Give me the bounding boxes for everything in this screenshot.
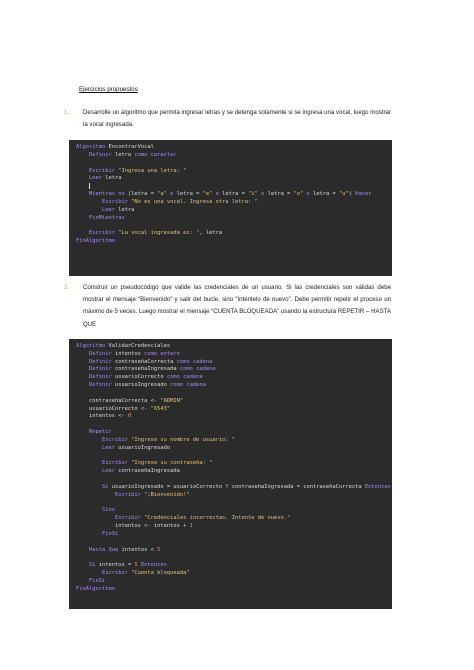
code-token <box>76 382 89 388</box>
code-token: letra = <box>309 191 340 198</box>
code-token <box>76 523 115 529</box>
code-token <box>76 578 89 584</box>
code-token: como cadena <box>170 382 206 389</box>
code-token <box>76 468 102 474</box>
code-token <box>76 437 102 443</box>
code-token <box>76 168 89 174</box>
code-token: "Ingrese su contraseña: " <box>131 460 213 467</box>
exercise-text: Desarrolle un algoritmo que permita ingresar letras y se detenga solamente si se ingresa una vocal, luego mostrar la vocal ingresada. <box>83 109 391 129</box>
code-token: letra = <box>218 191 249 198</box>
code-token: Escribir <box>114 491 141 498</box>
code-token <box>76 175 89 181</box>
code-token <box>76 429 89 435</box>
code-token: como cadena <box>166 374 203 381</box>
code-line <box>76 460 392 468</box>
code-line <box>76 152 392 160</box>
code-token: Entonces <box>140 562 167 569</box>
code-token <box>76 366 89 372</box>
code-token <box>76 515 115 521</box>
code-token: Si <box>88 562 96 569</box>
code-line <box>76 484 392 492</box>
code-line <box>76 238 392 246</box>
code-token <box>76 484 102 490</box>
code-line <box>76 421 392 429</box>
exercise-number: 2. <box>64 284 70 291</box>
code-token: Escribir <box>88 230 115 237</box>
code-line <box>76 523 392 531</box>
code-line <box>76 453 392 461</box>
code-token <box>76 374 89 380</box>
code-token: usuarioCorrecto <- <box>88 405 151 412</box>
code-token: intentos <- intentos + <box>114 523 190 530</box>
code-token: Leer <box>101 206 115 213</box>
code-token: "Ingrese su nombre de usuario: " <box>131 436 236 443</box>
code-token: FinAlgoritmo <box>76 585 115 592</box>
code-token: contraseñaIngresada = contraseñaCorrecta <box>228 483 365 490</box>
code-line <box>76 515 392 523</box>
code-token <box>76 570 102 576</box>
code-line <box>76 374 392 382</box>
code-token: Mientras no <box>88 191 125 198</box>
code-token: usuarioCorrecto <box>111 374 167 381</box>
code-token: Leer <box>101 444 115 451</box>
code-token: Definir <box>88 350 112 357</box>
code-line <box>76 406 392 414</box>
code-token: intentos = <box>95 562 135 569</box>
code-token: contraseñaIngresada <box>111 366 180 373</box>
code-line <box>76 562 392 570</box>
code-token: (letra = <box>124 191 158 198</box>
text-cursor-icon <box>89 183 90 189</box>
code-token: Escribir <box>114 515 141 522</box>
code-token: Repetir <box>88 429 112 436</box>
code-token: Escribir <box>101 570 128 577</box>
code-line <box>76 222 392 230</box>
code-token: Algoritmo <box>76 144 106 150</box>
code-token: o <box>257 191 265 198</box>
code-line <box>76 500 392 508</box>
code-line <box>76 390 392 398</box>
code-token: letra = <box>173 191 203 198</box>
code-line <box>76 578 392 586</box>
code-token: "Ingresa una letra: " <box>118 167 187 174</box>
code-line <box>76 207 392 215</box>
code-token: contraseñaCorrecta <- <box>88 397 161 404</box>
code-token: Algoritmo <box>76 343 106 349</box>
code-token <box>76 152 89 158</box>
code-token: Y <box>225 483 229 490</box>
code-line <box>76 366 392 374</box>
code-token: "ADMIN" <box>160 397 184 404</box>
code-token: EncontrarVocal <box>105 144 154 150</box>
code-token: "La vocal ingresada es: " <box>118 230 200 237</box>
code-token <box>76 191 89 197</box>
code-token: usuarioIngresado <box>114 444 171 451</box>
code-token: 0 <box>127 413 132 420</box>
code-token: "a" <box>157 191 167 198</box>
code-token: como cadena <box>179 366 216 373</box>
code-token: como cadena <box>176 358 213 365</box>
code-token: letra <box>111 151 135 158</box>
code-token: Definir <box>88 358 112 365</box>
code-line <box>76 413 392 421</box>
code-token <box>76 413 89 419</box>
code-token: o <box>303 191 310 198</box>
code-line <box>76 183 392 191</box>
code-token: "Cuenta bloqueada" <box>131 570 190 577</box>
code-line <box>76 570 392 578</box>
code-token <box>76 507 102 513</box>
exercise-text: Construir un pseudocódigo que valide las credenciales de un usuario. Si las credenciales son válidas debe mostrar el mensaje “Bienvenido” y salir del bucle, sino “Inténtelo de nuevo”. Debe permitir repetir el proceso un máximo de 5 veces. Luego mostrar el mensaje “CUENTA BLOQUEADA” usando la estructura REPETIR – HASTA QUE <box>83 284 391 328</box>
code-token: < <box>150 546 154 553</box>
code-token <box>76 531 102 537</box>
code-token: o <box>166 191 174 198</box>
exercise-number: 1. <box>64 109 70 116</box>
code-line <box>76 437 392 445</box>
code-line <box>76 398 392 406</box>
code-token: intentos <- <box>88 413 128 420</box>
code-token: ";Bienvenido!" <box>144 491 190 498</box>
code-line <box>76 215 392 223</box>
code-token: letra <box>114 206 135 213</box>
code-line <box>76 343 392 351</box>
code-line <box>76 199 392 207</box>
code-token: Escribir <box>101 436 128 443</box>
code-token <box>76 547 89 553</box>
code-token: Leer <box>88 175 102 182</box>
code-line <box>76 144 392 152</box>
code-token <box>76 492 115 498</box>
code-line <box>76 191 392 199</box>
code-block-encontrar-vocal <box>69 140 392 276</box>
code-token: FinMientras <box>88 214 125 221</box>
code-token: "i" <box>248 191 258 198</box>
code-token: intentos <box>111 350 145 357</box>
code-token: "u" <box>339 191 349 198</box>
code-token: Escribir <box>101 198 128 205</box>
code-line <box>76 539 392 547</box>
code-token: "6543" <box>150 405 171 412</box>
code-token <box>76 215 89 221</box>
code-token: letra = <box>264 191 294 198</box>
code-token: intentos <box>118 546 151 553</box>
code-token: como entero <box>144 350 180 357</box>
code-token: FinSi <box>101 530 119 537</box>
code-line <box>76 160 392 168</box>
code-token <box>76 207 102 213</box>
code-token: FinAlgoritmo <box>76 238 115 245</box>
code-token: Definir <box>88 374 112 381</box>
code-line <box>76 492 392 500</box>
code-line <box>76 230 392 238</box>
code-token: Entonces <box>364 483 391 490</box>
code-token <box>76 398 89 404</box>
code-token <box>76 445 102 451</box>
code-token: "No es una vocal. Ingresa otra letra: " <box>131 198 258 205</box>
code-token <box>76 562 89 568</box>
code-token: Hasta Que <box>88 546 119 553</box>
code-line <box>76 351 392 359</box>
code-token: o <box>212 191 219 198</box>
code-line <box>76 468 392 476</box>
code-line <box>76 445 392 453</box>
code-token: como caracter <box>134 151 177 158</box>
section-title: Ejercicios propuestos <box>79 86 138 93</box>
code-token: 5 <box>134 562 138 569</box>
code-token: Escribir <box>101 460 128 467</box>
code-token: usuarioIngresado <box>111 382 171 389</box>
code-line <box>76 554 392 562</box>
code-token: Definir <box>88 151 112 158</box>
code-block-validar-credenciales <box>69 339 392 609</box>
code-token <box>76 359 89 365</box>
code-line <box>76 429 392 437</box>
code-line <box>76 547 392 555</box>
code-token <box>76 199 102 205</box>
code-token: Escribir <box>88 167 115 174</box>
code-token: usuarioIngresado = usuarioCorrecto <box>108 483 226 490</box>
code-token: Definir <box>88 366 112 373</box>
code-line <box>76 531 392 539</box>
code-token <box>76 351 89 357</box>
code-token: "Credenciales incorrectas. Intente de nuevo." <box>144 515 291 522</box>
code-line <box>76 175 392 183</box>
exercise-2 <box>64 282 391 331</box>
code-line <box>76 168 392 176</box>
code-line <box>76 476 392 484</box>
code-token: letra <box>101 175 122 182</box>
code-token: , letra <box>199 230 223 237</box>
exercise-1 <box>64 107 391 131</box>
code-token <box>76 406 89 412</box>
code-line <box>76 507 392 515</box>
code-token: ValidarCredenciales <box>105 343 171 349</box>
code-token: Definir <box>88 382 112 389</box>
code-token: ) <box>348 191 356 198</box>
code-token <box>76 230 89 236</box>
code-token: 5 <box>153 546 161 553</box>
code-token: "e" <box>202 191 213 198</box>
code-token: 1 <box>189 523 193 530</box>
code-token: FinSi <box>88 577 106 584</box>
code-line <box>76 359 392 367</box>
code-token: contraseñaIngresada <box>114 468 180 475</box>
code-token: Si <box>101 483 109 490</box>
code-line <box>76 586 392 594</box>
code-token: Hacer <box>355 191 372 198</box>
code-token: Leer <box>101 468 115 475</box>
code-line <box>76 382 392 390</box>
code-token: "o" <box>293 191 304 198</box>
code-token <box>76 460 102 466</box>
code-token <box>76 184 89 190</box>
code-token: contraseñaCorrecta <box>111 358 177 365</box>
code-token: Sino <box>101 507 115 514</box>
